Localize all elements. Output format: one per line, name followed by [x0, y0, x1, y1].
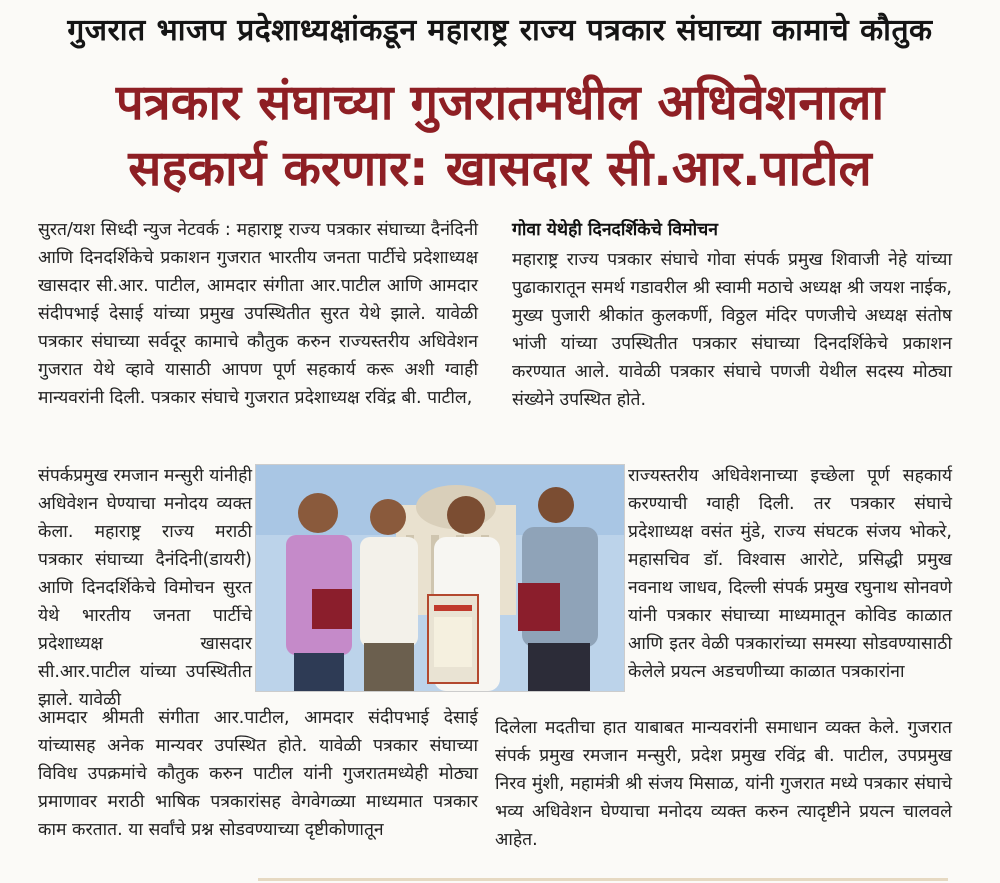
article-column-left-bottom [38, 704, 478, 844]
body-paragraph: सुरत/यश सिध्दी न्युज नेटवर्क : महाराष्ट्र राज्य पत्रकार संघाच्या दैनंदिनी आणि दिनदर्शिकेचे प्रकाशन गुजरात भारतीय जनता पार्टीचे प्रदेशाध्यक्ष खासदार सी.आर. पाटील, आमदार संगीता आर.पाटील आणि आमदार संदीपभाई देसाई यांच्या प्रमुख उपस्थितीत सुरत येथे झाले. यावेळी पत्रकार संघाच्या सर्वदूर कामाचे कौतुक करुन राज्यस्तरीय अधिवेशन गुजरात येथे व्हावे यासाठी आपण पूर्ण सहकार्य करू अशी ग्वाही मान्यवरांनी दिली. पत्रकार संघाचे गुजरात प्रदेशाध्यक्ष रविंद्र बी. पाटील, [38, 220, 478, 408]
kicker-headline: गुजरात भाजप प्रदेशाध्यक्षांकडून महाराष्ट्र राज्य पत्रकार संघाच्या कामाचे कौतुक [67, 13, 933, 48]
body-paragraph: आमदार श्रीमती संगीता आर.पाटील, आमदार संदीपभाई देसाई यांच्यासह अनेक मान्यवर उपस्थित होते. यावेळी पत्रकार संघाच्या विविध उपक्रमांचे कौतुक करुन पाटील यांनी गुजरातमध्येही मोठ्या प्रमाणावर मराठी भाषिक पत्रकारांसह वेगवेगळ्या माध्यमात पत्रकार काम करतात. या सर्वांचे प्रश्न सोडवण्याच्या दृष्टीकोणातून [38, 708, 478, 840]
news-photo [255, 464, 625, 692]
body-paragraph: दिलेला मदतीचा हात याबाबत मान्यवरांनी समाधान व्यक्त केले. गुजरात संपर्क प्रमुख रमजान मन्सुरी, प्रदेश प्रमुख रविंद्र बी. पाटील, उपप्रमुख निरव मुंशी, महामंत्री श्री संजय मिसाळ, यांनी गुजरात मध्ये पत्रकार संघाचे भव्य अधिवेशन घेण्याचा मनोदय व्यक्त करुन त्यादृष्टीने प्रयत्न चालवले आहेत. [495, 718, 952, 850]
body-paragraph: महाराष्ट्र राज्य पत्रकार संघाचे गोवा संपर्क प्रमुख शिवाजी नेहे यांच्या पुढाकारातून समर्थ गडावरील श्री स्वामी मठाचे अध्यक्ष श्री जयश नाईक, मुख्य पुजारी श्रीकांत कुलकर्णी, विठ्ठल मंदिर पणजीचे अध्यक्ष संतोष भांजी यांच्या उपस्थितीत पत्रकार संघाच्या दिनदर्शिकेचे प्रकाशन करण्यात आले. यावेळी पत्रकार संघाचे पणजी येथील सदस्य मोठ्या संख्येने उपस्थित होते. [512, 250, 952, 410]
article-column-right-middle [628, 462, 952, 686]
body-paragraph: राज्यस्तरीय अधिवेशनाच्या इच्छेला पूर्ण सहकार्य करण्याची ग्वाही दिली. तर पत्रकार संघाचे प्रदेशाध्यक्ष वसंत मुंडे, राज्य संघटक संजय भोकरे, महासचिव डॉ. विश्वास आरोटे, प्रसिद्धी प्रमुख नवनाथ जाधव, दिल्ली संपर्क प्रमुख रघुनाथ सोनवणे यांनी पत्रकार संघाच्या माध्यमातून कोविड काळात आणि इतर वेळी पत्रकारांच्या समस्या सोडवण्यासाठी केलेले प्रयत्न अडचणीच्या काळात पत्रकारांना [628, 466, 952, 682]
article-column-left-middle [38, 462, 252, 714]
article-column-left-top [38, 216, 478, 412]
subheading-goa: गोवा येथेही दिनदर्शिकेचे विमोचन [512, 220, 718, 240]
body-paragraph: संपर्कप्रमुख रमजान मन्सुरी यांनीही अधिवेशन घेण्याचा मनोदय व्यक्त केला. महाराष्ट्र राज्य मराठी पत्रकार संघाच्या दैनंदिनी(डायरी) आणि दिनदर्शिकेचे विमोचन सुरत येथे भारतीय जनता पार्टीचे प्रदेशाध्यक्ष खासदार सी.आर.पाटील यांच्या उपस्थितीत झाले. यावेळी [38, 466, 252, 710]
article-column-right-top [512, 216, 952, 414]
headline-line-1: पत्रकार संघाच्या गुजरातमधील अधिवेशनाला [115, 74, 885, 131]
bottom-rule [258, 878, 948, 881]
headline-line-2: सहकार्य करणार: खासदार सी.आर.पाटील [128, 140, 872, 197]
article-column-right-bottom [495, 714, 952, 854]
